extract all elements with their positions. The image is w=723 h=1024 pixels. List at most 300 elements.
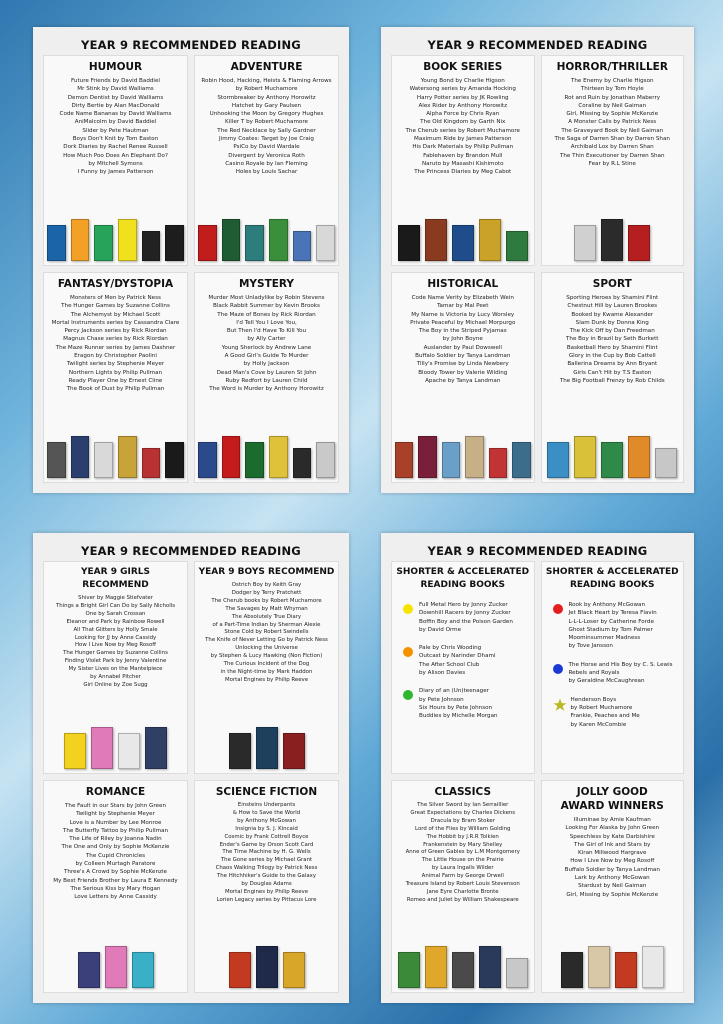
book-entry: Lark by Anthony McGowan [574,875,650,882]
book-entry: Rot and Ruin by Jonathan Maberry [564,94,661,101]
book-entry: Slider by Pete Hautman [82,127,149,134]
title-line: AWARD WINNERS [560,800,664,812]
panel-boys-recommend [194,561,339,774]
panel-title: HORROR/THRILLER [556,61,668,73]
reading-page-1 [33,27,349,493]
reading-page-4 [381,533,694,1003]
book-entry: How Much Poo Does An Elephant Do? [63,152,168,159]
book-entry: Shiver by Maggie Stiefvater [78,595,153,601]
book-entry: Bloody Tower by Valerie Wilding [418,369,508,376]
book-entry: Tilly's Promise by Linda Newbery [416,361,509,368]
book-entry: Einsteins Underpants [237,802,296,808]
book-entry: Tamar by Mal Peet [437,303,489,310]
book-entry: A Monster Calls by Patrick Ness [568,119,657,126]
book-entry: Northern Lights by Philip Pullman [68,369,163,376]
panel-title: FANTASY/DYSTOPIA [57,278,174,290]
book-cover-image [118,219,137,261]
book-entry: Naruto by Masashi Kishimoto [421,160,504,167]
book-entry: by Laura Ingalls Wilder [431,865,494,872]
book-entry: My Sister Lives on the Mantelpiece [68,666,163,673]
book-entry: Ostrich Boy by Keith Gray [231,582,302,588]
book-entry: Code Name Bananas by David Walliams [59,111,172,118]
book-entry: Dracula by Bram Stoker [430,817,495,824]
book-entry: Sporting Heroes by Shamini Flint [566,295,659,301]
book-entry: Eleanor and Park by Rainbow Rowell [66,618,165,625]
panel-award-winners [541,780,685,993]
book-cover-image [145,727,167,769]
panel-title [395,566,531,592]
cover-row [198,727,335,773]
reading-page-2 [381,27,694,493]
book-cover-image [64,733,86,769]
panel-title: HISTORICAL [427,278,499,290]
panel-horror-thriller [541,55,685,266]
book-entry: by John Boyne [442,336,483,343]
book-entry: The Hunger Games by Suzanne Collins [61,303,170,310]
book-entry: I'd Tell You I Love You, [236,319,297,326]
book-entry: PsiCo by David Wardale [233,144,300,151]
title-line: JOLLY GOOD [576,786,648,798]
book-entry: The One and Only by Sophie McKenzie [61,844,170,851]
book-cover-image [165,442,184,478]
book-entry: Three's A Crowd by Sophie McKenzie [64,869,167,876]
book-cover-image [142,231,161,261]
cover-row [545,219,681,265]
book-cover-image [245,442,264,478]
book-entry: by David Orme [419,626,462,633]
book-entry: The Little House on the Prairie [421,857,504,864]
book-cover-image [425,946,447,988]
book-entry: Lord of the Flies by William Golding [415,825,511,832]
cover-row [545,946,681,992]
book-cover-image [283,733,305,769]
page-title: YEAR 9 RECOMMENDED READING [81,544,301,558]
book-cover-image [655,448,677,478]
book-entry: The Knife of Never Letting Go by Patrick Ness [205,637,328,644]
book-entry: The Big Football Frenzy by Rob Childs [559,377,665,384]
book-entry: Frankie, Peaches and Me [570,713,640,720]
book-entry: L-L-L-Loser by Catherine Forde [568,618,654,625]
book-entry: Diary of an (Un)teenager [419,688,489,695]
book-entry: The Silver Sword by Ian Serraillier [417,802,509,808]
group-star [553,696,681,729]
book-list [419,601,513,634]
book-entry: Eragon by Christopher Paolini [74,353,157,360]
book-entry: Private Peaceful by Michael Morpurgo [410,319,516,326]
book-entry: But Then I'd Have To Kill You [226,328,307,335]
page-title: YEAR 9 RECOMMENDED READING [81,38,301,52]
cover-row [545,436,681,482]
book-entry: Murder Most Unladylike by Robin Stevens [208,295,325,301]
book-entry: Auslander by Paul Dowswell [423,344,502,351]
book-entry: Boffin Boy and the Poison Garden [419,618,513,625]
book-entry: Stone Cold by Robert Swindells [224,629,309,636]
book-entry: Things a Bright Girl Can Do by Sally Nicholls [55,602,176,609]
book-entry: Coraline by Neil Gaiman [578,102,647,109]
book-entry: The Hitchhiker's Guide to the Galaxy [216,873,317,880]
book-entry: The Enemy by Charlie Higson [570,78,654,84]
book-cover-image [615,952,637,988]
orange-dot-icon [403,647,413,657]
cover-row [198,436,335,482]
book-entry: Girl, Missing by Sophie McKenzie [566,891,659,898]
book-cover-image [118,733,140,769]
book-entry: Love is a Number by Lee Monroe [69,819,162,826]
cover-row [47,436,184,482]
book-entry: Unlocking the Universe [235,645,298,652]
book-entry: Alex Rider by Anthony Horowitz [418,102,508,109]
book-entry: The Boy in the Striped Pyjamas [418,328,507,335]
book-entry: The Life of Riley by Joanna Nadin [69,836,162,843]
panel-title: HUMOUR [88,61,143,73]
book-cover-image [316,225,335,261]
book-cover-image [506,231,528,261]
book-cover-image [479,219,501,261]
book-cover-image [269,219,288,261]
book-cover-image [628,436,650,478]
book-entry: Insignia by S. J. Kincaid [235,825,298,832]
book-entry: The Cherub books by Robert Muchamore [211,597,322,604]
reading-page-3 [33,533,349,1003]
book-entry: Killer T by Robert Muchamore [225,119,308,126]
book-entry: The Kick Off by Dan Freedman [569,328,655,335]
book-entry: Full Metal Hero by Jonny Zucker [419,602,508,608]
book-entry: The Girl of Ink and Stars by [574,841,651,848]
book-entry: Moominsummer Madness [568,635,641,642]
book-entry: The Time Machine by H. G. Wells [222,849,311,856]
book-list [47,802,184,902]
book-entry: Percy Jackson series by Rick Riordan [64,328,167,335]
panel-book-series [391,55,535,266]
book-list [47,77,184,177]
book-entry: Jet Black Heart by Teresa Flavin [568,610,657,617]
book-cover-image [316,442,335,478]
book-entry: Code Name Verity by Elizabeth Wein [411,295,514,301]
panel-title: YEAR 9 BOYS RECOMMEND [198,567,335,577]
book-list [545,816,681,899]
book-cover-image [418,436,436,478]
panel-science-fiction [194,780,339,993]
book-entry: Illuminae by Amie Kaufman [573,817,651,823]
book-entry: by Karen McCombie [570,721,627,728]
panel-title [545,566,681,592]
book-entry: The Cupid Chronicles [85,852,146,859]
cover-row [198,946,335,992]
book-entry: Looking For Alaska by John Green [565,825,660,832]
book-entry: Speechless by Kate Darbishire [569,833,655,840]
cover-row [395,436,531,482]
book-entry: Rebels and Royals [568,670,620,677]
book-entry: Dodger by Terry Pratchett [231,589,302,596]
book-entry: Divergent by Veronica Roth [228,152,305,159]
book-entry: Magnus Chase series by Rick Riordan [63,336,168,343]
book-entry: Slam Dunk by Donna King [575,319,649,326]
book-cover-image [506,958,528,988]
panel-romance [43,780,188,993]
book-list [569,601,657,651]
book-entry: Ender's Game by Orson Scott Card [219,841,314,848]
book-list [569,661,673,686]
book-entry: How I Live Now by Meg Rosoff [74,642,156,649]
book-entry: Harry Potter series by JK Rowling [416,94,509,101]
book-cover-image [465,436,483,478]
book-entry: by Geraldine McCaughrean [568,678,645,685]
book-entry: A Good Girl's Guide To Murder [224,353,309,360]
book-entry: Finding Violet Park by Jenny Valentine [64,658,167,665]
book-entry: Rook by Anthony McGowan [568,602,646,608]
panel-historical [391,272,535,483]
book-entry: Looking for JJ by Anne Cassidy [74,634,157,641]
page-title: YEAR 9 RECOMMENDED READING [427,38,648,52]
book-cover-image [198,225,217,261]
book-cover-image [256,727,278,769]
book-entry: Lorien Legacy series by Pittacus Lore [216,896,317,903]
panel-title: MYSTERY [238,278,295,290]
book-entry: Unhooking the Moon by Gregory Hughes [209,111,324,118]
book-entry: Buffalo Soldier by Tanya Landman [564,866,660,873]
book-entry: The Hunger Games by Suzanne Collins [63,650,168,657]
book-cover-image [132,952,154,988]
panel-girls-recommend [43,561,188,774]
book-entry: in the Night-time by Mark Haddon [220,668,313,675]
book-entry: by Robert Muchamore [235,86,298,93]
book-entry: Hatchet by Gary Paulsen [231,102,302,109]
book-entry: The Savages by Matt Whyman [225,605,308,612]
book-list [419,644,496,677]
book-entry: Apache by Tanya Landman [425,377,501,384]
book-cover-image [489,448,507,478]
book-cover-image [561,952,583,988]
book-cover-image [94,442,113,478]
group-green [403,687,531,720]
panel-mystery [194,272,339,483]
book-entry: by Mitchell Symons [88,160,143,167]
book-entry: Chaos Walking Trilogy by Patrick Ness [215,865,318,872]
book-entry: by Anthony McGowan [237,817,296,824]
book-list [47,294,184,394]
book-entry: Frankenstein by Mary Shelley [423,841,503,848]
book-entry: The Absolutely True Diary [231,613,302,620]
book-entry: Downhill Racers by Jonny Zucker [419,610,511,617]
book-entry: Girl Online by Zoe Sugg [83,681,148,688]
book-entry: Girls Can't Hit by T.S Easton [573,369,652,376]
book-entry: by Stephen & Lucy Hawking (Non Fiction) [210,653,323,660]
title-line: READING BOOKS [569,580,655,590]
book-cover-image [71,436,90,478]
book-entry: Basketball Hero by Shamini Flint [566,344,658,351]
panel-title: ROMANCE [85,786,146,798]
panel-title: ADVENTURE [230,61,303,73]
book-entry: Twilight by Stephenie Meyer [76,811,155,818]
book-entry: Girl, Missing by Sophie McKenzie [566,111,659,118]
book-entry: The Thin Executioner by Darren Shan [559,152,665,159]
cover-row [395,946,531,992]
panel-title [545,785,681,813]
book-entry: Monsters of Men by Patrick Ness [70,295,161,301]
book-entry: Watersong series by Amanda Hocking [409,86,516,93]
book-entry: The After School Club [419,661,480,668]
book-cover-image [642,946,664,988]
book-list [545,294,681,385]
book-entry: Mr Stink by David Walliams [77,86,154,93]
book-entry: Great Expectations by Charles Dickens [410,809,516,816]
book-cover-image [222,219,241,261]
book-entry: Mortal Engines by Philip Reeve [224,676,309,683]
book-cover-image [512,442,530,478]
panel-title: BOOK SERIES [423,61,503,73]
book-entry: Stormbreaker by Anthony Horowitz [217,94,316,101]
panel-title: SPORT [592,278,632,290]
book-entry: by Douglas Adams [241,881,292,888]
book-entry: Casino Royale by Ian Fleming [225,160,308,167]
book-list [395,77,531,177]
book-cover-image [71,219,90,261]
book-cover-image [47,442,66,478]
cover-row [47,946,184,992]
book-entry: His Dark Materials by Philip Pullman [412,144,514,151]
book-entry: Black Rabbit Summer by Kevin Brooks [213,303,320,310]
book-entry: Young Sherlock by Andrew Lane [221,344,312,351]
book-entry: The Fault in our Stars by John Green [65,803,166,809]
book-entry: My Name is Victoria by Lucy Worsley [411,311,515,318]
book-cover-image [165,225,184,261]
book-entry: The Maze Runner series by James Dashner [55,344,176,351]
panel-shorter-accelerated-right [541,561,685,774]
book-entry: Ghost Stadium by Tom Palmer [568,626,653,633]
book-cover-image [452,225,474,261]
book-list [395,294,531,385]
panel-sport [541,272,685,483]
book-entry: Jane Eyre Charlotte Bronte [426,888,499,895]
book-entry: by Annabel Pitcher [90,674,141,681]
book-entry: Glory in the Cup by Bob Cattell [568,353,656,360]
book-cover-image [198,442,217,478]
book-entry: Romeo and Juliet by William Shakespeare [406,896,519,903]
panel-adventure [194,55,339,266]
group-blue [553,661,681,686]
book-entry: Love Letters by Anne Cassidy [74,894,157,901]
book-entry: Mortal Instruments series by Cassandra Clare [51,319,180,326]
book-entry: Booked by Kwame Alexander [571,311,654,318]
book-entry: Buddies by Michelle Morgan [419,713,498,720]
book-entry: Animal Farm by George Orwell [421,873,504,880]
book-cover-image [398,225,420,261]
book-entry: The Princess Diaries by Meg Cabot [414,169,512,176]
book-entry: Ready Player One by Ernest Cline [68,377,163,384]
book-entry: Holes by Louis Sachar [235,169,298,176]
book-cover-image [222,436,241,478]
book-entry: The Horse and His Boy by C. S. Lewis [568,661,673,668]
book-cover-image [398,952,420,988]
book-list [419,687,498,720]
book-entry: Young Bond by Charlie Higson [420,78,505,84]
book-entry: Ballerina Dreams by Ann Bryant [567,361,658,368]
book-cover-image [425,219,447,261]
book-cover-image [574,436,596,478]
book-list [198,802,335,905]
book-list [47,595,184,690]
book-entry: The Boy in Brazil by Seth Burkett [566,336,659,343]
book-entry: The Hobbit by J.R.R Tolkien [426,833,499,840]
book-cover-image [269,436,288,478]
book-entry: Stardust by Neil Gaiman [578,883,647,890]
book-entry: Pale by Chris Wooding [419,645,482,652]
book-entry: Demon Dentist by David Walliams [67,94,164,101]
book-list [395,802,531,905]
panel-title: CLASSICS [434,786,492,798]
book-cover-image [601,219,623,261]
book-cover-image [47,225,66,261]
book-cover-image [229,733,251,769]
star-icon [553,698,567,712]
book-cover-image [142,448,161,478]
title-line: SHORTER & ACCELERATED [396,567,530,577]
book-cover-image [118,436,137,478]
book-entry: My Best Friends Brother by Laura E Kennedy [53,877,178,884]
book-cover-image [94,225,113,261]
book-entry: AniMalcolm by David Baddiel [74,119,157,126]
book-entry: of a Part-Time Indian by Sherman Alexie [212,621,321,628]
book-entry: The Red Necklace by Sally Gardner [217,127,316,134]
panel-classics [391,780,535,993]
book-cover-image [479,946,501,988]
panel-title: YEAR 9 GIRLS RECOMMEND [81,567,150,590]
book-cover-image [256,946,278,988]
book-entry: Treasure Island by Robert Louis Stevenson [405,881,520,888]
group-orange [403,644,531,677]
book-entry: The Book of Dust by Philip Pullman [66,386,165,393]
title-line: READING BOOKS [420,580,506,590]
book-entry: Anne of Green Gables by L.M Montgomery [405,849,520,856]
book-cover-image [229,952,251,988]
book-entry: Dead Man's Cove by Lauren St John [216,369,317,376]
cover-row [198,219,335,265]
panel-title: SCIENCE FICTION [215,786,318,798]
book-entry: Robin Hood, Hacking, Heists & Flaming Arrows [201,78,332,84]
book-cover-image [105,946,127,988]
book-entry: The Graveyard Book by Neil Gaiman [561,127,664,134]
book-entry: by Pete Johnson [419,696,464,703]
book-entry: How I Live Now by Meg Rosoff [570,858,655,865]
book-entry: The Curious Incident of the Dog [223,661,310,668]
book-entry: The Old Kingdom by Garth Nix [420,119,506,126]
book-entry: One by Sarah Crossan [85,610,146,617]
book-cover-image [245,225,264,261]
book-entry: by Robert Muchamore [570,704,633,711]
book-cover-image [395,442,413,478]
book-entry: Dirty Bertie by Alan MacDonald [71,102,160,109]
book-entry: Jimmy Coates: Target by Joe Craig [219,136,314,143]
book-list [545,77,681,168]
book-entry: The Serious Kiss by Mary Hogan [70,885,161,892]
book-entry: Mortal Engines by Philip Reeve [224,888,309,895]
book-entry: & How to Save the World [232,809,301,816]
yellow-dot-icon [403,604,413,614]
book-entry: The Saga of Darren Shan by Darren Shan [554,136,670,143]
book-entry: by Colleen Murtagh Paratore [75,861,156,868]
book-cover-image [547,442,569,478]
book-entry: I Funny by James Patterson [77,169,154,176]
book-cover-image [283,952,305,988]
book-entry: Buffalo Soldier by Tanya Landman [415,353,511,360]
book-entry: The Cherub series by Robert Muchamore [405,127,520,134]
book-entry: Dork Diaries by Rachel Renee Russell [63,144,168,151]
cover-row [47,727,184,773]
book-entry: by Holly Jackson [243,361,290,368]
book-entry: The Alchemyst by Michael Scott [70,311,161,318]
blue-dot-icon [553,664,563,674]
book-cover-image [78,952,100,988]
